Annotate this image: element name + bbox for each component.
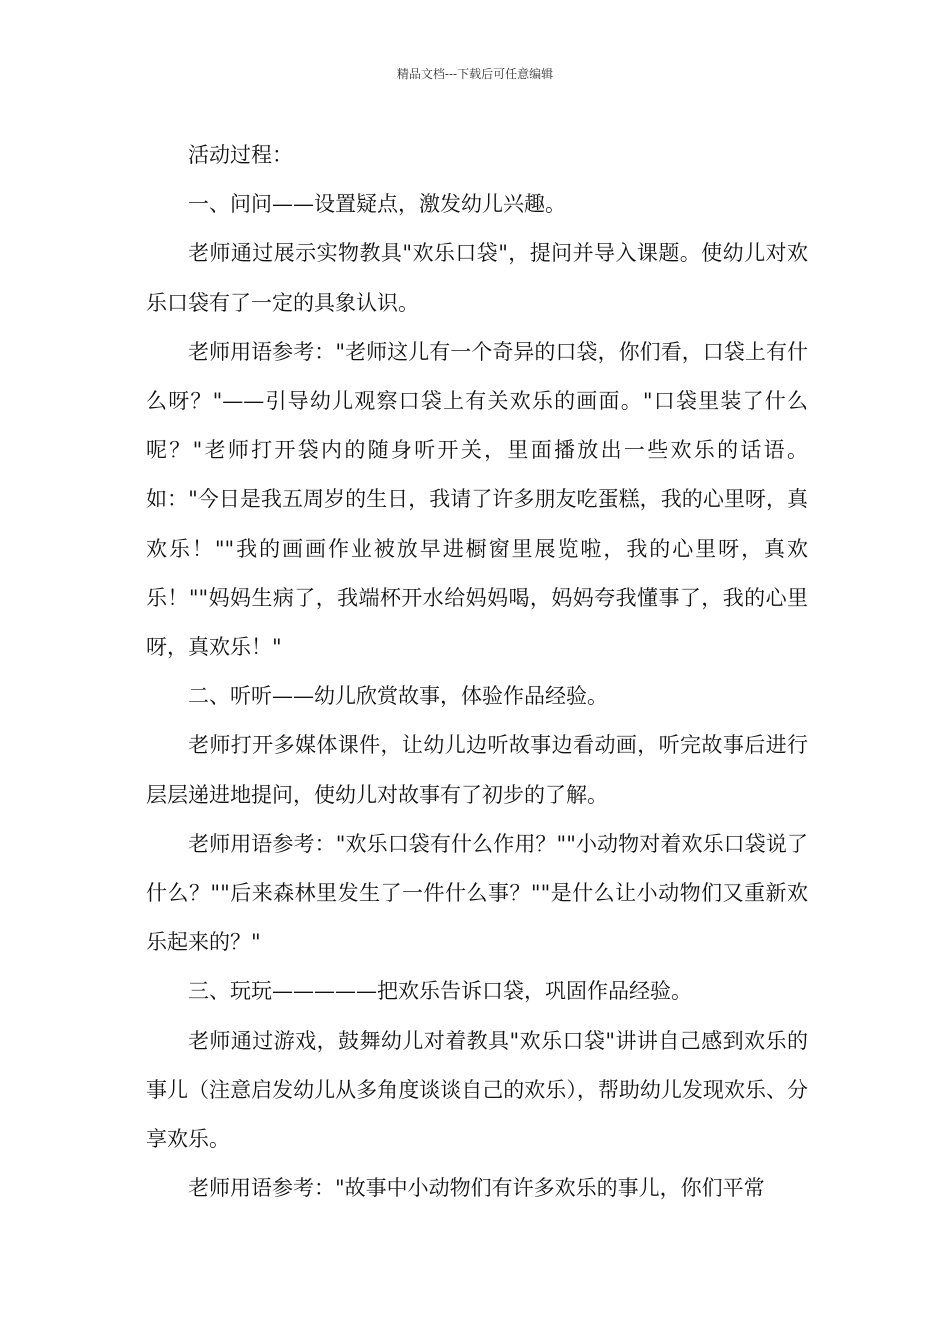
paragraph-section-one-teacher-language: 老师用语参考："老师这儿有一个奇异的口袋，你们看，口袋上有什么呀？"——引导幼儿观察口袋上有关欢乐的画面。"口袋里装了什么呢？"老师打开袋内的随身听开关，里面播放出一些欢乐的话语。如："今日是我五周岁的生日，我请了许多朋友吃蛋糕，我的心里呀，真欢乐！""我的画画作业被放早进橱窗里展览啦，我的心里呀，真欢乐！""妈妈生病了，我端杯开水给妈妈喝，妈妈夸我懂事了，我的心里呀，真欢乐！" [146, 339, 808, 660]
document-body [146, 131, 808, 1213]
paragraph-section-three-teacher-language: 老师用语参考："故事中小动物们有许多欢乐的事儿，你们平常 [188, 1176, 765, 1201]
paragraph-section-three-intro: 老师通过游戏，鼓舞幼儿对着教具"欢乐口袋"讲讲自己感到欢乐的事儿（注意启发幼儿从多角度谈谈自己的欢乐），帮助幼儿发现欢乐、分享欢乐。 [146, 1028, 808, 1152]
paragraph-section-two-heading: 二、听听——幼儿欣赏故事，体验作品经验。 [188, 684, 608, 709]
paragraph-section-two-intro: 老师打开多媒体课件，让幼儿边听故事边看动画，听完故事后进行层层递进地提问，使幼儿对故事有了初步的了解。 [146, 733, 808, 807]
page-header: 精品文档---下载后可任意编辑 [396, 67, 554, 81]
paragraph-section-one-heading: 一、问问——设置疑点，激发幼儿兴趣。 [188, 192, 566, 217]
paragraph-section-one-intro: 老师通过展示实物教具"欢乐口袋"，提问并导入课题。使幼儿对欢乐口袋有了一定的具象认识。 [146, 241, 808, 315]
paragraph-section-two-teacher-language: 老师用语参考："欢乐口袋有什么作用？""小动物对着欢乐口袋说了什么？""后来森林里发生了一件什么事？""是什么让小动物们又重新欢乐起来的？" [146, 831, 808, 955]
paragraph-activity-process: 活动过程： [188, 143, 293, 167]
paragraph-section-three-heading: 三、玩玩—————把欢乐告诉口袋，巩固作品经验。 [188, 979, 692, 1004]
